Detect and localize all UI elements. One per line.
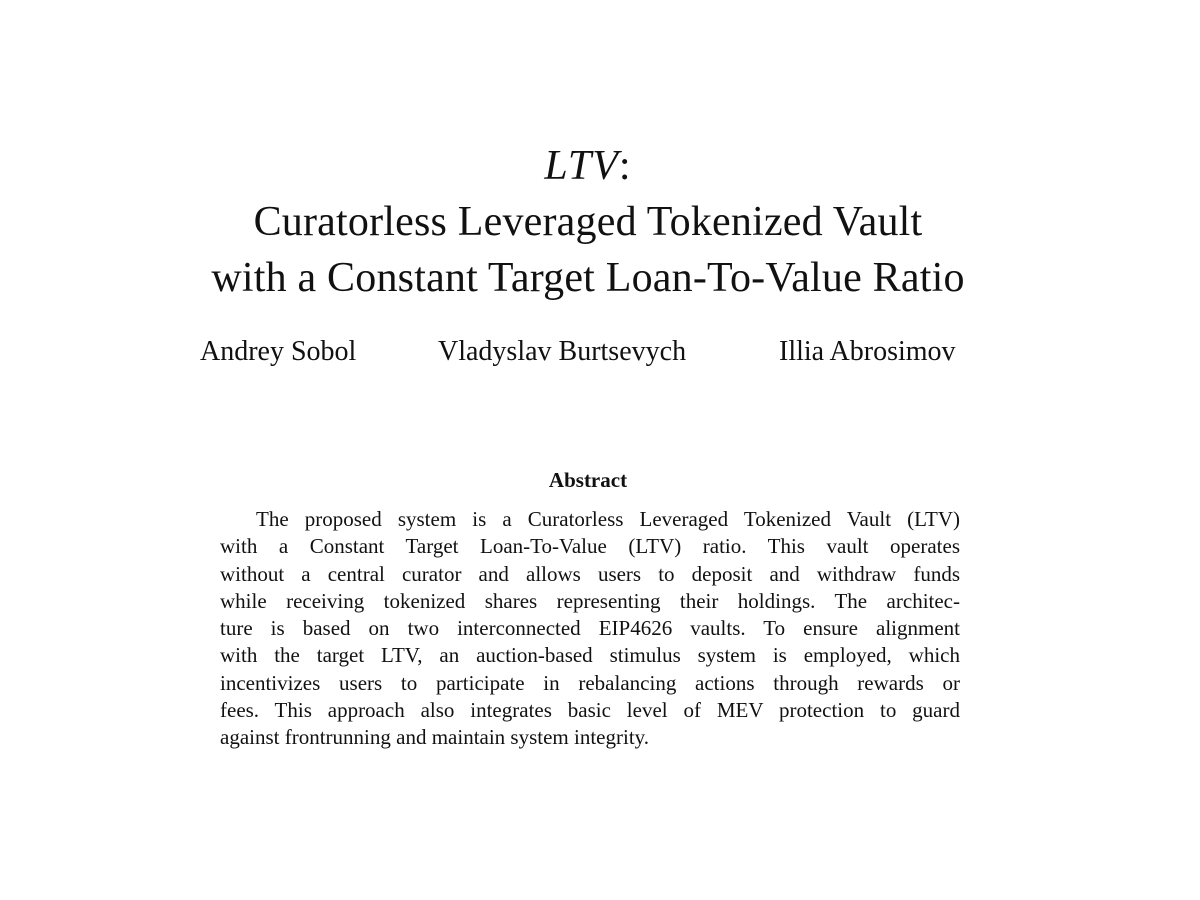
title-colon: : <box>618 143 632 189</box>
abstract-line: The proposed system is a Curatorless Leveraged Tokenized Vault (LTV) <box>256 507 960 531</box>
title-line-1: Curatorless Leveraged Tokenized Vault <box>253 199 923 245</box>
title-acronym: LTV <box>544 143 619 189</box>
author-andrey-sobol: Andrey Sobol <box>200 336 357 367</box>
title-acronym-line <box>0 138 1176 194</box>
abstract-line: incentivizes users to participate in rebalancing actions through rewards or <box>220 670 960 695</box>
abstract-body <box>220 506 960 752</box>
author-vladyslav-burtsevych: Vladyslav Burtsevych <box>438 336 687 367</box>
abstract-line: while receiving tokenized shares representing their holdings. The architec- <box>220 588 960 613</box>
paper-title <box>0 138 1176 306</box>
title-line-2: with a Constant Target Loan-To-Value Ratio <box>211 255 965 301</box>
abstract-line: fees. This approach also integrates basic level of MEV protection to guard <box>220 698 960 723</box>
abstract-line: against frontrunning and maintain system integrity. <box>220 725 650 750</box>
abstract-heading: Abstract <box>548 468 628 492</box>
abstract-line: ture is based on two interconnected EIP4626 vaults. To ensure alignment <box>220 616 960 641</box>
abstract-line: with a Constant Target Loan-To-Value (LTV) ratio. This vault operates <box>220 534 960 559</box>
abstract-line: with the target LTV, an auction-based stimulus system is employed, which <box>220 643 960 668</box>
abstract-line: without a central curator and allows users to deposit and withdraw funds <box>220 561 960 586</box>
author-illia-abrosimov: Illia Abrosimov <box>779 336 956 367</box>
